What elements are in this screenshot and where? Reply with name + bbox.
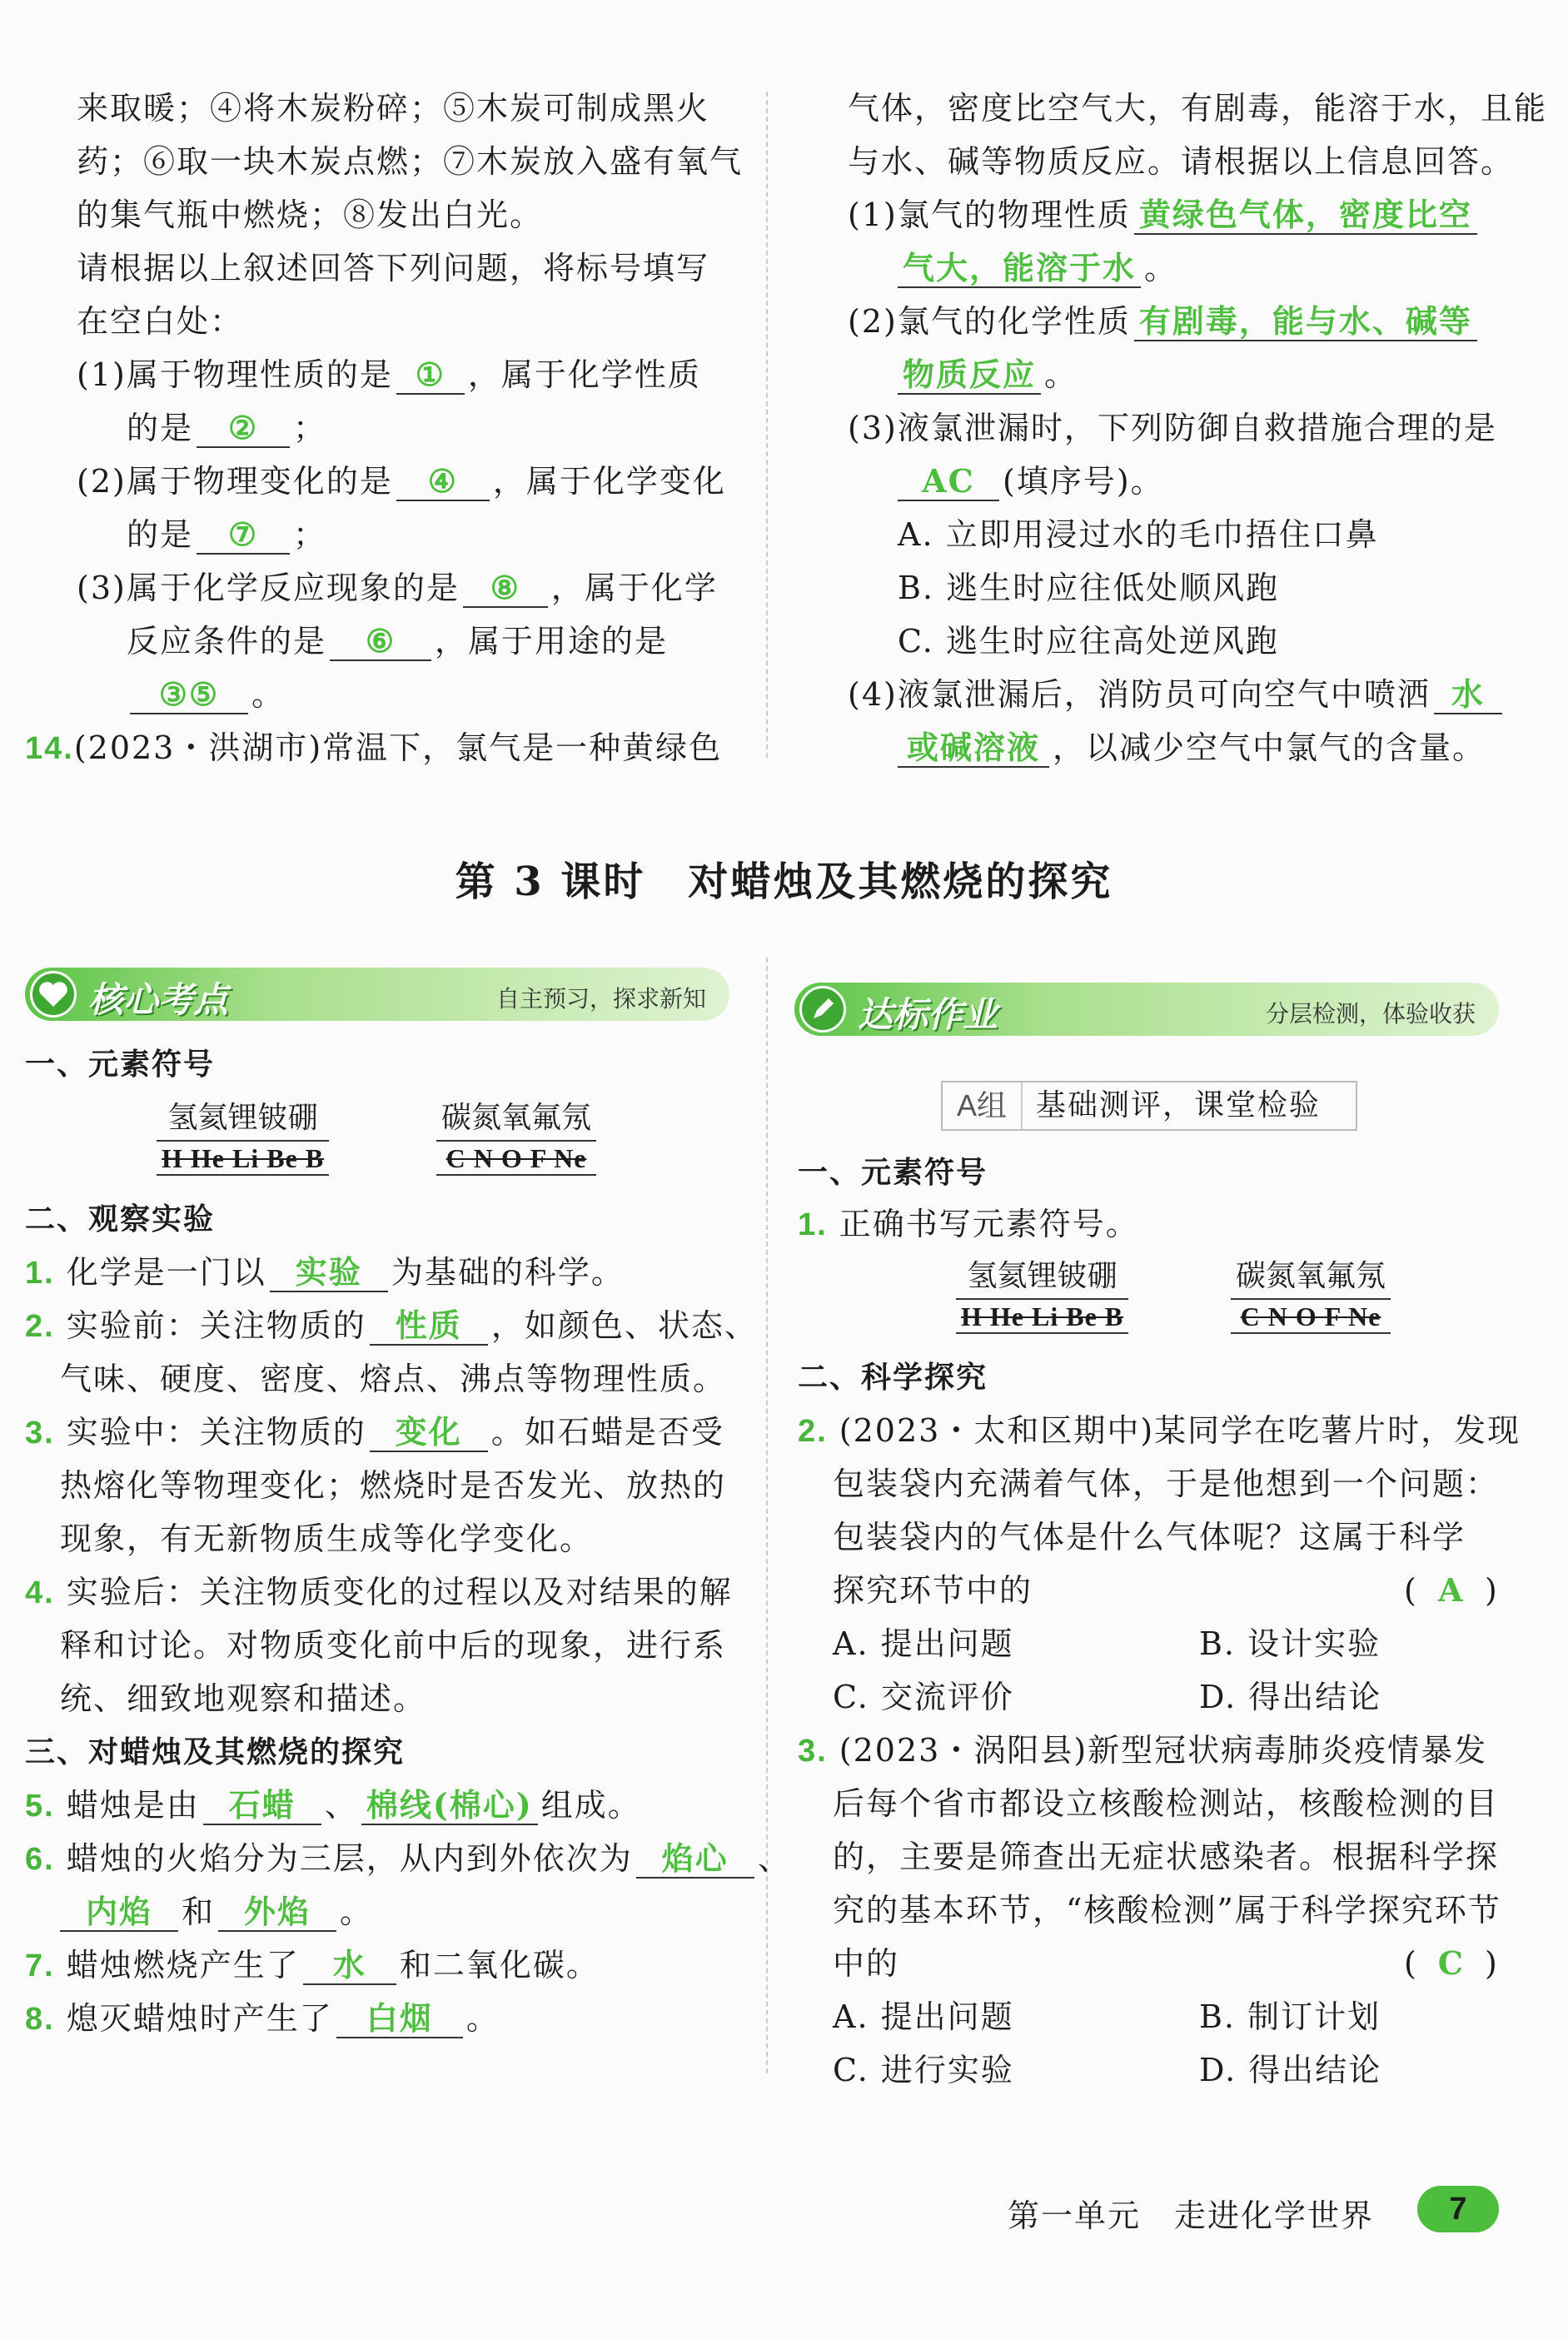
question-number: 5. [25,1789,55,1824]
question-number: 4. [25,1575,55,1610]
question-line [25,1834,791,1884]
text-line: 与水、碱等物质反应。请根据以上信息回答。 [848,143,1515,180]
banner-title: 达标作业 [858,995,998,1034]
question-number: 1. [25,1256,55,1291]
answer-blank: 物质反应 [898,356,1041,395]
question-number: 8. [25,2002,55,2037]
question-line [77,456,726,506]
question-text: 、 [324,1787,358,1824]
question-text: 实验前：关注物质的 [66,1307,366,1344]
question-text: (2)属于物理变化的是 [77,463,393,500]
option-a: A. 提出问题 [833,1625,1014,1662]
question-text: 、 [757,1840,791,1877]
group-a-label [941,1081,1357,1131]
element-names: 氢氦锂铍硼 [157,1094,329,1142]
text-line: 药；⑥取一块木炭点燃；⑦木炭放入盛有氧气 [77,143,744,180]
banner-title: 核心考点 [88,980,229,1019]
element-names: 碳氮氧氟氖 [436,1094,596,1142]
question-text: 反应条件的是 [127,623,327,659]
question-text: (4)液氯泄漏后，消防员可向空气中喷洒 [848,676,1431,713]
choice-answer: C [1437,1944,1466,1982]
question-number: 1. [798,1207,828,1242]
question-text: ； [293,410,327,446]
question-text: 。如石蜡是否受 [490,1414,724,1451]
banner-subtitle: 分层检测，体验收获 [1265,1000,1476,1028]
option-b: B. 逃生时应往低处顺风跑 [898,570,1280,606]
question-text: (填序号)。 [1003,463,1164,500]
answer-blank: 水 [303,1947,396,1985]
text-line: 释和讨论。对物质变化前中后的现象，进行系 [60,1627,727,1664]
option-d: D. 得出结论 [1199,2052,1382,2088]
question-line [25,1301,758,1351]
answer-blank: 实验 [270,1254,388,1292]
section-heading: 一、元素符号 [25,1047,216,1081]
text-line: 气味、硬度、密度、熔点、沸点等物理性质。 [60,1361,727,1397]
answer-blank: AC [898,463,999,501]
element-symbols: H He Li Be B [157,1142,329,1176]
question-number: 6. [25,1842,55,1877]
answer-blank: ① [396,356,465,395]
option-c: C. 逃生时应往高处逆风跑 [898,623,1279,659]
question-number: 2. [25,1309,55,1344]
text-line: 现象，有无新物质生成等化学变化。 [60,1520,594,1557]
question-line [25,1407,724,1458]
group-description: 基础测评，课堂检验 [1036,1088,1322,1122]
question-line [25,723,722,774]
answer-blank: ⑦ [197,516,290,555]
text-line: 请根据以上叙述回答下列问题，将标号填写 [77,250,710,286]
answer-blank: 白烟 [336,2000,463,2038]
question-text: ，如颜色、状态、 [490,1307,758,1344]
question-line [25,1993,500,2044]
question-line [127,510,326,560]
answer-blank: ⑥ [330,623,431,661]
text-line: 统、细致地观察和描述。 [60,1680,427,1717]
column-divider [766,92,768,758]
answer-blank: 焰心 [636,1840,754,1879]
question-line [127,616,668,666]
section-heading: 二、观察实验 [25,1202,216,1236]
question-line [898,456,1164,506]
question-text: ，属于化学 [550,570,718,606]
question-text: (2)氯气的化学性质 [848,303,1131,340]
question-text: 。 [1144,250,1178,286]
answer-blank: 水 [1434,676,1502,714]
question-line [25,1940,600,1991]
answer-blank: ④ [396,463,490,501]
element-symbols: C N O F Ne [1231,1300,1391,1334]
answer-blank: ⑧ [463,570,548,608]
question-text: (2023・太和区期中)某同学在吃薯片时，发现 [839,1412,1521,1449]
question-line [848,190,1481,240]
question-text: (1)氯气的物理性质 [848,197,1131,233]
question-text: (3)液氯泄漏时，下列防御自救措施合理的是 [848,410,1497,446]
answer-blank: 气大，能溶于水 [898,250,1141,288]
banner-subtitle: 自主预习，探求新知 [495,985,706,1013]
question-text: 。 [251,676,286,713]
option-b: B. 设计实验 [1199,1625,1381,1662]
option-d: D. 得出结论 [1199,1679,1382,1715]
question-text: (2023・洪湖市)常温下，氯气是一种黄绿色 [73,729,723,766]
question-number: 14. [25,731,74,766]
lesson-title: 第 3 课时 对蜡烛及其燃烧的探究 [455,858,1113,905]
question-text: 蜡烛是由 [66,1787,200,1824]
question-text: 。 [340,1894,374,1930]
question-text: 和 [182,1894,216,1930]
answer-blank: 外焰 [218,1894,336,1932]
question-line [127,669,285,719]
question-text: 的是 [127,410,194,446]
question-line [25,1780,641,1831]
section-heading: 三、对蜡烛及其燃烧的探究 [25,1734,406,1769]
question-text: 的是 [127,516,194,553]
text-line: 中的 [833,1945,900,1982]
heart-icon [30,971,77,1018]
section-heading: 二、科学探究 [798,1360,988,1394]
section-heading: 一、元素符号 [798,1155,988,1189]
text-line: 热熔化等物理变化；燃烧时是否发光、放热的 [60,1467,727,1504]
page-number: 7 [1417,2186,1499,2232]
core-points-banner [25,968,729,1021]
question-line [25,1567,733,1618]
question-line [798,1406,1521,1456]
text-line: 的集气瓶中燃烧；⑧发出白光。 [77,197,544,233]
text-line: 气体，密度比空气大，有剧毒，能溶于水，且能 [848,90,1548,127]
choice-answer: A [1438,1571,1465,1609]
unit-footer: 第一单元 走进化学世界 [1008,2197,1375,2234]
answer-blank: 内焰 [60,1894,178,1932]
element-names: 碳氮氧氟氖 [1231,1252,1391,1300]
text-line: 的，主要是筛查出无症状感染者。根据科学探 [833,1839,1500,1875]
element-names: 氢氦锂铍硼 [956,1252,1128,1300]
pencil-icon [799,986,846,1033]
question-line [898,350,1078,400]
text-line: 探究环节中的 [833,1572,1033,1609]
element-symbol-table [1231,1252,1391,1334]
question-text: ，属于化学性质 [467,356,701,393]
question-text: 实验后：关注物质变化的过程以及对结果的解 [66,1574,733,1610]
question-number: 2. [798,1414,828,1449]
question-text: 和二氧化碳。 [399,1947,600,1983]
question-number: 3. [798,1734,828,1769]
question-text: ，属于用途的是 [435,623,669,659]
answer-blank: 或碱溶液 [898,729,1049,768]
question-line [898,243,1177,293]
question-text: (1)属于物理性质的是 [77,356,393,393]
answer-blank: 石蜡 [203,1787,321,1825]
question-line [848,669,1506,719]
question-number: 3. [25,1416,55,1451]
answer-blank: 棉线(棉心) [361,1787,538,1825]
question-text: 化学是一门以 [66,1254,266,1291]
question-text: ，以减少空气中氯气的含量。 [1053,729,1486,766]
question-text: 为基础的科学。 [391,1254,625,1291]
option-c: C. 进行实验 [833,2052,1014,2088]
text-line: 来取暖；④将木炭粉碎；⑤木炭可制成黑火 [77,90,710,127]
question-text: (2023・涡阳县)新型冠状病毒肺炎疫情暴发 [839,1732,1488,1769]
question-line [848,296,1481,346]
question-line [77,563,718,613]
element-symbol-table [157,1094,329,1176]
homework-banner [794,983,1499,1036]
element-symbol-table [436,1094,596,1176]
question-line [798,1725,1487,1776]
question-line [60,1887,373,1937]
answer-blank: 性质 [370,1307,488,1346]
question-line [898,723,1486,773]
text-line: 在空白处： [77,303,244,340]
question-text: 实验中：关注物质的 [66,1414,366,1451]
text-line: 后每个省市都设立核酸检测站，核酸检测的目 [833,1785,1500,1822]
element-symbols: H He Li Be B [956,1300,1128,1334]
question-line [127,403,326,453]
element-symbol-table [956,1252,1128,1334]
question-text: 。 [1044,356,1078,393]
question-line [77,350,701,400]
question-text: ，属于化学变化 [492,463,726,500]
answer-blank: ③⑤ [130,676,248,714]
question-text: 。 [465,2000,500,2037]
question-text: 蜡烛燃烧产生了 [66,1947,300,1983]
element-symbols: C N O F Ne [436,1142,596,1176]
answer-blank: 有剧毒，能与水、碱等 [1134,303,1477,341]
option-c: C. 交流评价 [833,1679,1014,1715]
question-text: 组成。 [540,1787,641,1824]
question-line [798,1199,1139,1250]
option-b: B. 制订计划 [1199,1998,1381,2035]
answer-blank: ② [197,410,290,448]
text-line: 包装袋内的气体是什么气体呢？这属于科学 [833,1519,1466,1555]
question-text: (3)属于化学反应现象的是 [77,570,460,606]
question-text: 熄灭蜡烛时产生了 [66,2000,333,2037]
option-a: A. 立即用浸过水的毛巾捂住口鼻 [898,516,1379,553]
answer-blank: 变化 [370,1414,488,1452]
option-a: A. 提出问题 [833,1998,1014,2035]
question-text: ； [293,516,327,553]
text-line: 究的基本环节，“核酸检测”属于科学探究环节 [833,1892,1501,1928]
answer-blank: 黄绿色气体，密度比空 [1134,197,1477,235]
group-letter: A组 [943,1082,1023,1129]
answer-parentheses: ( C ) [1404,1944,1499,1982]
question-number: 7. [25,1948,55,1983]
question-text: 蜡烛的火焰分为三层，从内到外依次为 [66,1840,633,1877]
question-line [25,1247,625,1298]
column-divider [766,958,768,2073]
answer-parentheses: ( A ) [1404,1571,1499,1609]
question-text: 正确书写元素符号。 [839,1206,1139,1242]
text-line: 包装袋内充满着气体，于是他想到一个问题： [833,1466,1500,1502]
